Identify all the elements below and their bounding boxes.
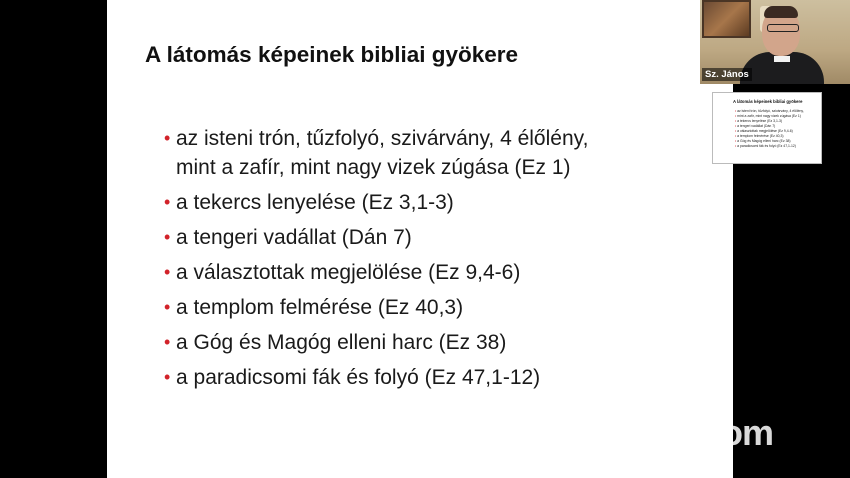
mini-bullet: • a paradicsomi fák és folyó (Ez 47,1-12) bbox=[735, 144, 804, 149]
slide-bullet bbox=[164, 293, 588, 322]
slide-bullet bbox=[164, 328, 588, 357]
slide-bullet-list bbox=[164, 124, 588, 398]
zoom-watermark: zoom bbox=[683, 412, 773, 453]
slide-bullet bbox=[164, 258, 588, 287]
bullet-text: a Góg és Magóg elleni harc (Ez 38) bbox=[176, 331, 507, 354]
bullet-text: a választottak megjelölése (Ez 9,4-6) bbox=[176, 261, 521, 284]
slide-bullet bbox=[164, 363, 588, 392]
mini-bullet: • a tekercs lenyelése (Ez 3,1-3) bbox=[735, 119, 804, 124]
mini-bullet: • a templom felmérése (Ez 40,3) bbox=[735, 134, 804, 139]
bullet-icon: • bbox=[164, 367, 171, 387]
bullet-text: mint a zafír, mint nagy vizek zúgása (Ez 1) bbox=[176, 156, 571, 179]
slide-bullet bbox=[164, 223, 588, 252]
background-painting bbox=[702, 0, 751, 38]
bullet-text: a tengeri vadállat (Dán 7) bbox=[176, 226, 412, 249]
mini-bullet: • a Góg és Magóg elleni harc (Ez 38) bbox=[735, 139, 804, 144]
bullet-text: a templom felmérése (Ez 40,3) bbox=[176, 296, 464, 319]
mini-slide-bullet-list bbox=[735, 109, 804, 149]
slide-title: A látomás képeinek bibliai gyökere bbox=[145, 42, 519, 67]
slide-bullet bbox=[164, 124, 588, 182]
slide-bullet bbox=[164, 188, 588, 217]
bullet-icon: • bbox=[164, 262, 171, 282]
bullet-text: az isteni trón, tűzfolyó, szivárvány, 4 élőlény, bbox=[176, 127, 589, 150]
mini-bullet: • mint a zafír, mint nagy vizek zúgása (Ez 1) bbox=[735, 114, 804, 119]
mini-bullet: • az isteni trón, tűzfolyó, szivárvány, 4 élőlény, bbox=[735, 109, 804, 114]
bullet-icon: • bbox=[164, 227, 171, 247]
mini-bullet: • a választottak megjelölése (Ez 9,4-6) bbox=[735, 129, 804, 134]
clerical-collar bbox=[774, 56, 790, 62]
bullet-icon: • bbox=[164, 192, 171, 212]
mini-slide-title: A látomás képeinek bibliai gyökere bbox=[733, 99, 803, 104]
bullet-icon: • bbox=[164, 297, 171, 317]
mini-bullet: • a tengeri vadállat (Dán 7) bbox=[735, 124, 804, 129]
shared-slide bbox=[107, 0, 733, 478]
participant-hair bbox=[764, 6, 798, 18]
participant-name-tag: Sz. János bbox=[702, 68, 752, 81]
bullet-icon: • bbox=[164, 332, 171, 352]
slide-thumbnail[interactable] bbox=[712, 92, 822, 164]
bullet-icon: • bbox=[164, 128, 171, 148]
glasses-icon bbox=[767, 24, 799, 32]
bullet-text: a paradicsomi fák és folyó (Ez 47,1-12) bbox=[176, 366, 541, 389]
bullet-text: a tekercs lenyelése (Ez 3,1-3) bbox=[176, 191, 454, 214]
